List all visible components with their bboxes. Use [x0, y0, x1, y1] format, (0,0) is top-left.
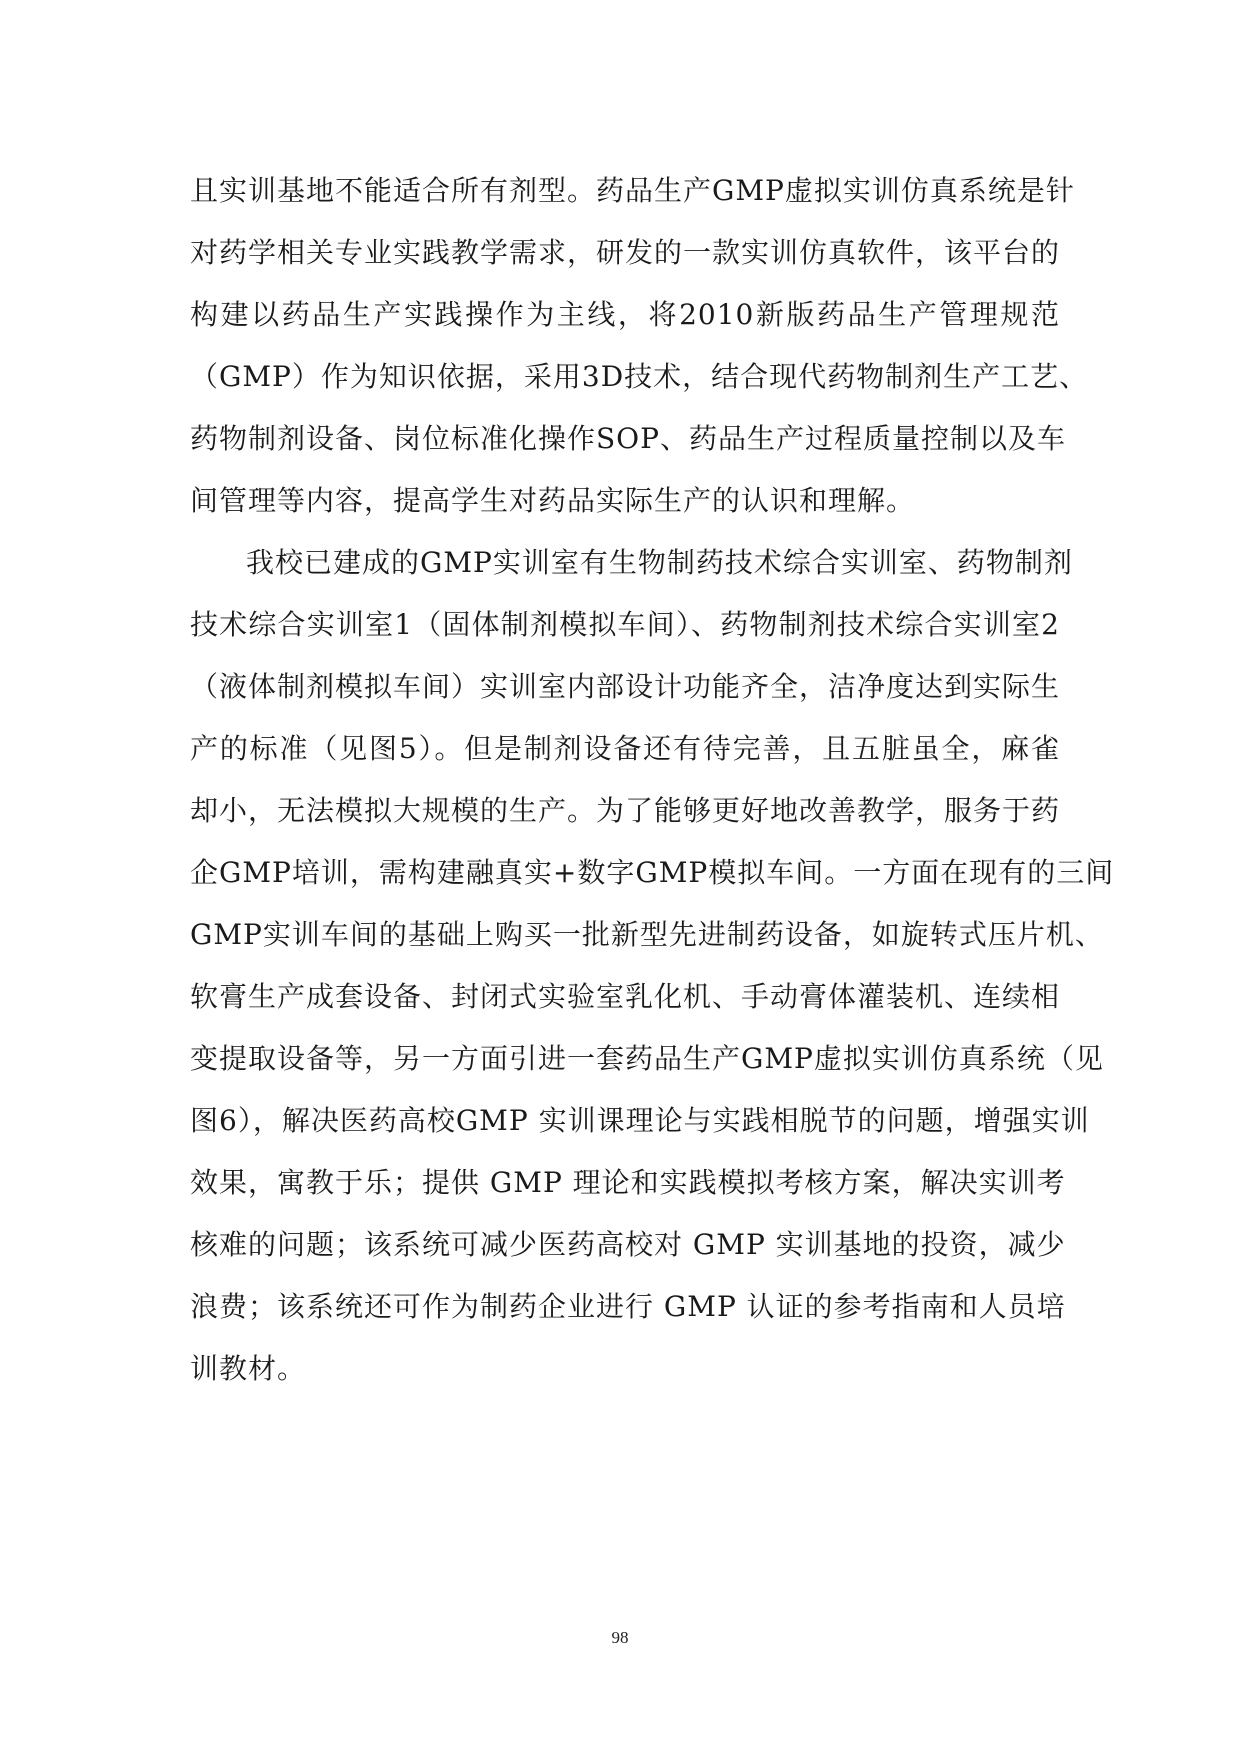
- text-line: （GMP）作为知识依据，采用3D技术，结合现代药物制剂生产工艺、: [190, 360, 1089, 393]
- text-line: 变提取设备等，另一方面引进一套药品生产GMP虚拟实训仿真系统（见: [190, 1042, 1104, 1075]
- paragraph-2: [190, 532, 1115, 1400]
- text-line: 构建以药品生产实践操作为主线，将2010新版药品生产管理规范: [190, 298, 1060, 331]
- text-line: 且实训基地不能适合所有剂型。药品生产GMP虚拟实训仿真系统是针: [190, 174, 1075, 207]
- text-line: 间管理等内容，提高学生对药品实际生产的认识和理解。: [190, 484, 916, 517]
- text-line: （液体制剂模拟车间）实训室内部设计功能齐全，洁净度达到实际生: [190, 670, 1061, 703]
- body-text: [190, 160, 1115, 1400]
- text-line: 软膏生产成套设备、封闭式实验室乳化机、手动膏体灌装机、连续相: [190, 980, 1061, 1013]
- text-line: GMP实训车间的基础上购买一批新型先进制药设备，如旋转式压片机、: [190, 918, 1104, 951]
- text-line: 技术综合实训室1（固体制剂模拟车间）、药物制剂技术综合实训室2: [190, 608, 1060, 641]
- text-line: 药物制剂设备、岗位标准化操作SOP、药品生产过程质量控制以及车: [190, 422, 1066, 455]
- text-line: 对药学相关专业实践教学需求，研发的一款实训仿真软件，该平台的: [190, 236, 1061, 269]
- text-line: 产的标准（见图5）。但是制剂设备还有待完善，且五脏虽全，麻雀: [190, 732, 1060, 765]
- paragraph-1: [190, 160, 1089, 532]
- text-line: 我校已建成的GMP实训室有生物制药技术综合实训室、药物制剂: [246, 546, 1073, 579]
- text-line: 图6），解决医药高校GMP 实训课理论与实践相脱节的问题，增强实训: [190, 1104, 1090, 1137]
- text-line: 浪费；该系统还可作为制药企业进行 GMP 认证的参考指南和人员培: [190, 1290, 1066, 1323]
- page-number: 98: [611, 1628, 629, 1647]
- text-line: 企GMP培训，需构建融真实+数字GMP模拟车间。一方面在现有的三间: [190, 856, 1115, 889]
- text-line: 却小，无法模拟大规模的生产。为了能够更好地改善教学，服务于药: [190, 794, 1061, 827]
- text-line: 核难的问题；该系统可减少医药高校对 GMP 实训基地的投资，减少: [190, 1228, 1066, 1261]
- text-line: 训教材。: [190, 1352, 307, 1385]
- text-line: 效果，寓教于乐；提供 GMP 理论和实践模拟考核方案，解决实训考: [190, 1166, 1066, 1199]
